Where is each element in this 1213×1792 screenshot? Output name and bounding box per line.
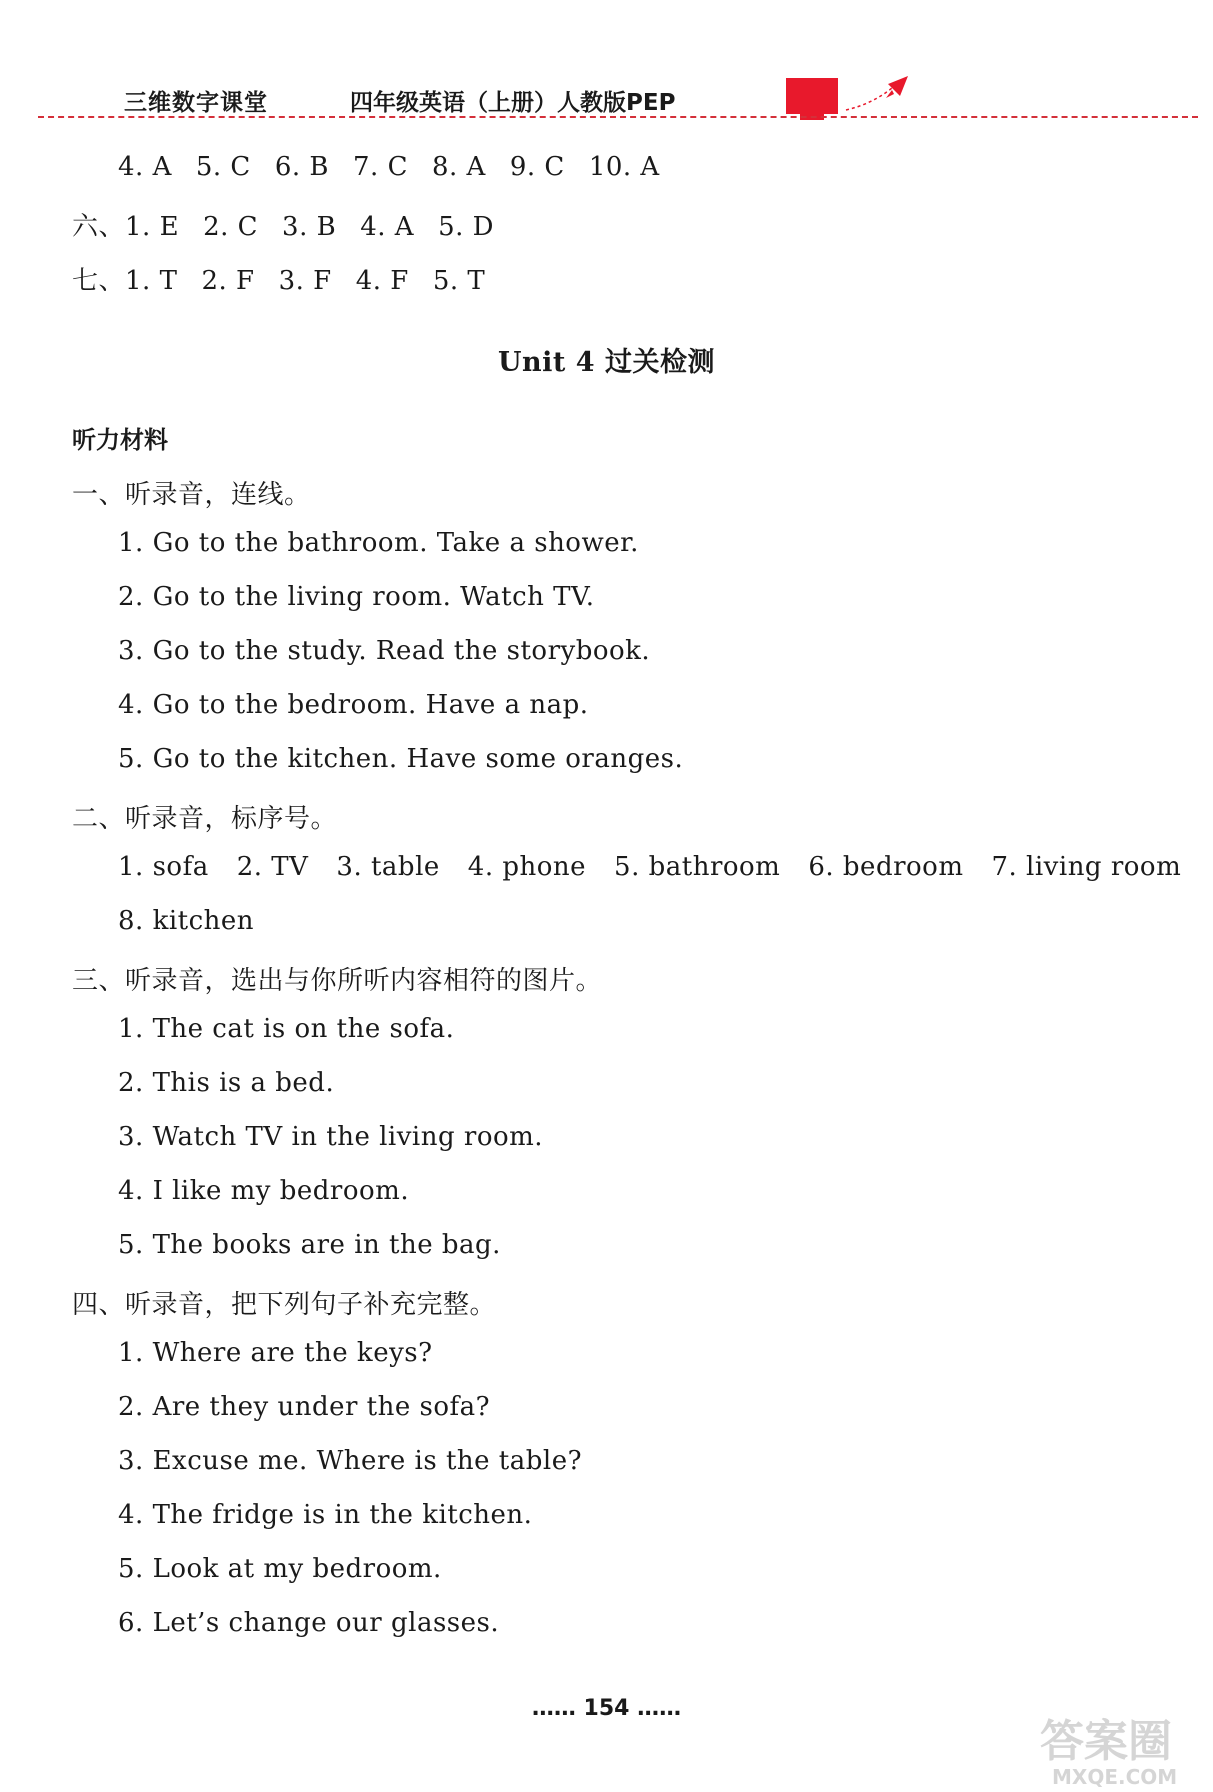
answer-item: 5. T <box>432 266 486 296</box>
vocab-item: 6. bedroom <box>808 852 964 882</box>
answer-item: 7. C <box>353 152 408 182</box>
answer-item: 5. C <box>195 152 251 182</box>
answer-row-2 <box>72 206 518 243</box>
listening-material-heading: 听力材料 <box>72 426 168 454</box>
answer-item: 4. A <box>360 212 415 242</box>
vocab-row <box>118 852 1181 882</box>
answer-item: 8. A <box>431 152 486 182</box>
list-item: 3. Go to the study. Read the storybook. <box>118 636 651 666</box>
list-item: 5. Go to the kitchen. Have some oranges. <box>118 744 684 774</box>
list-item: 6. Let’s change our glasses. <box>118 1608 500 1638</box>
header-dashed-divider <box>38 116 1198 118</box>
svg-text:答案圈: 答案圈 <box>1040 1716 1172 1767</box>
vocab-item: 1. sofa <box>118 852 209 882</box>
book-title: 四年级英语（上册）人教版PEP <box>350 90 676 116</box>
answer-item: 1. E <box>125 212 180 242</box>
answer-item: 1. T <box>125 266 178 296</box>
answer-row-label: 六、 <box>72 212 126 242</box>
answer-item: 4. A <box>118 152 172 182</box>
watermark-logo <box>1030 1700 1210 1792</box>
list-item: 5. Look at my bedroom. <box>118 1554 442 1584</box>
answer-row-label: 七、 <box>72 266 126 296</box>
list-item: 1. Go to the bathroom. Take a shower. <box>118 528 639 558</box>
list-item: 4. I like my bedroom. <box>118 1176 410 1206</box>
answer-item: 9. C <box>509 152 565 182</box>
vocab-item: 4. phone <box>467 852 587 882</box>
rocket-icon <box>842 74 912 114</box>
answer-item: 3. B <box>282 212 337 242</box>
vocab-item: 5. bathroom <box>614 852 781 882</box>
vocab-item: 2. TV <box>236 852 309 882</box>
answer-item: 2. F <box>201 266 255 296</box>
answer-item: 6. B <box>274 152 330 182</box>
answer-row-3 <box>72 260 509 297</box>
vocab-item: 8. kitchen <box>118 906 255 936</box>
list-item: 1. The cat is on the sofa. <box>118 1014 455 1044</box>
vocab-item: 3. table <box>336 852 440 882</box>
section-heading: 三、听录音，选出与你所听内容相符的图片。 <box>72 966 603 996</box>
brand-name: 三维数字课堂 <box>124 90 268 116</box>
svg-text:MXQE.COM: MXQE.COM <box>1052 1765 1178 1789</box>
list-item: 2. Are they under the sofa? <box>118 1392 491 1422</box>
unit-title: Unit 4 过关检测 <box>498 347 715 378</box>
answer-item: 3. F <box>278 266 332 296</box>
red-monitor-icon <box>786 78 838 114</box>
section-heading: 四、听录音，把下列句子补充完整。 <box>72 1290 497 1320</box>
list-item: 2. Go to the living room. Watch TV. <box>118 582 595 612</box>
list-item: 2. This is a bed. <box>118 1068 335 1098</box>
page-number: …… 154 …… <box>531 1696 682 1721</box>
answer-item: 4. F <box>355 266 409 296</box>
list-item: 3. Excuse me. Where is the table? <box>118 1446 583 1476</box>
answer-item: 2. C <box>203 212 259 242</box>
page-header <box>0 70 1213 130</box>
answer-item: 5. D <box>438 212 495 242</box>
list-item: 3. Watch TV in the living room. <box>118 1122 544 1152</box>
answer-row-1 <box>118 152 684 182</box>
list-item: 5. The books are in the bag. <box>118 1230 501 1260</box>
answer-item: 10. A <box>588 152 660 182</box>
list-item: 4. Go to the bedroom. Have a nap. <box>118 690 589 720</box>
vocab-item: 7. living room <box>991 852 1182 882</box>
list-item: 1. Where are the keys? <box>118 1338 433 1368</box>
section-heading: 一、听录音，连线。 <box>72 480 311 510</box>
list-item: 4. The fridge is in the kitchen. <box>118 1500 533 1530</box>
section-heading: 二、听录音，标序号。 <box>72 804 338 834</box>
